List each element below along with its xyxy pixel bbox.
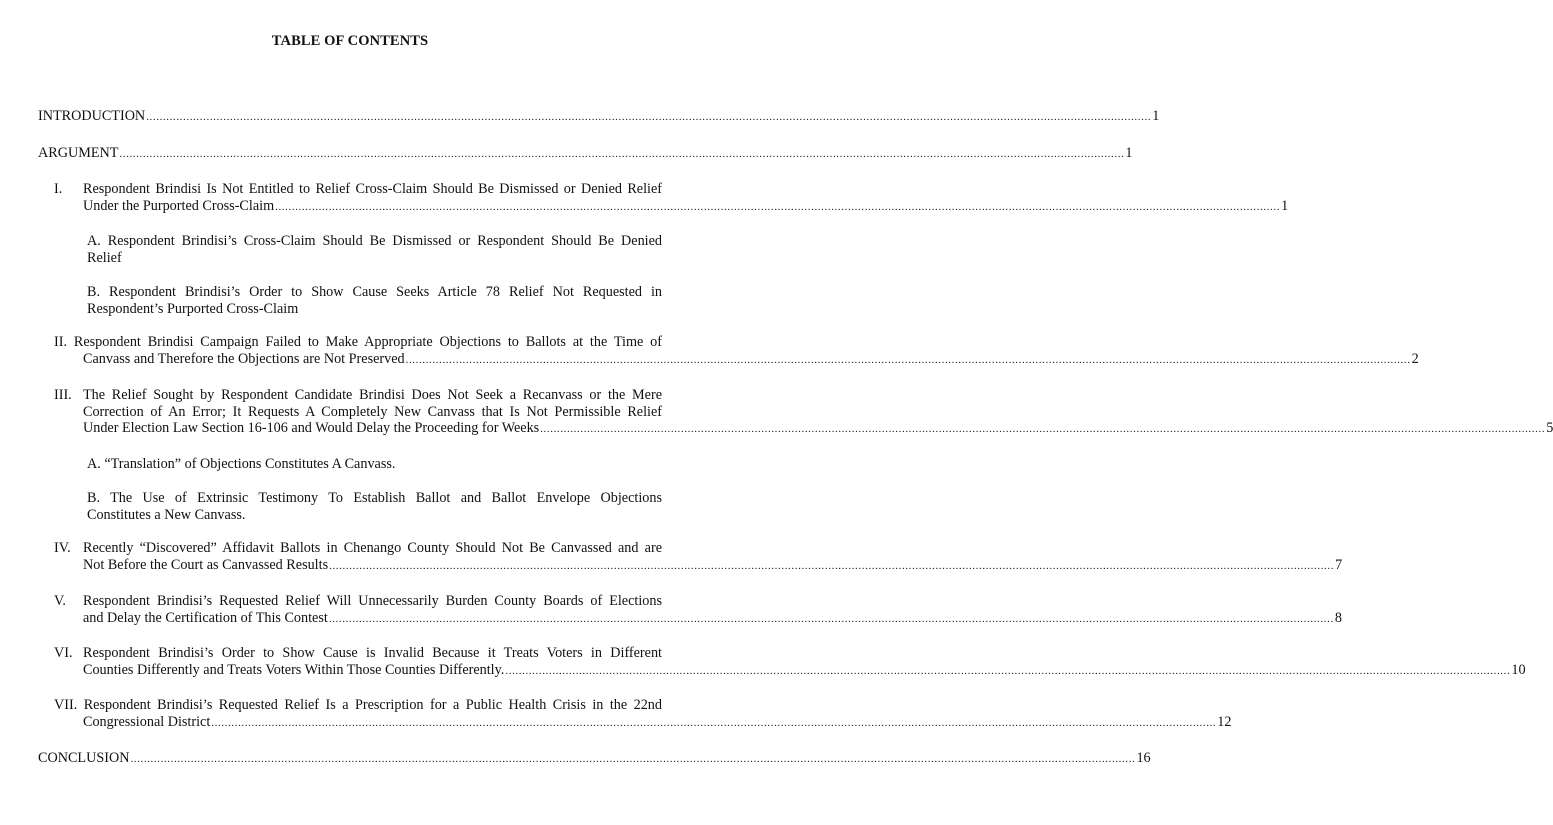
toc-entry-section-iii[interactable] [83, 387, 1553, 437]
entry-text-line: Not Before the Court as Canvassed Results [83, 556, 329, 573]
entry-text-line: The Relief Sought by Respondent Candidate Brindisi Does Not Seek a Recanvass or the Mere [83, 387, 662, 403]
entry-label: INTRODUCTION [38, 108, 146, 124]
dot-leader: ............................................................................................................................................................................................................................................................................................................ [211, 716, 1217, 729]
entry-text-line: Counties Differently and Treats Voters Within Those Counties Differently. [83, 661, 505, 678]
entry-text-line: B. The Use of Extrinsic Testimony To Establish Ballot and Ballot Envelope Objections [87, 490, 662, 506]
toc-entry-section-iii-a[interactable] [87, 456, 662, 473]
toc-entry-section-i-b[interactable] [87, 284, 662, 317]
entry-text-line: Relief [87, 249, 122, 266]
page-number: 12 [1217, 713, 1232, 730]
entry-text-line: B. Respondent Brindisi’s Order to Show Cause Seeks Article 78 Relief Not Requested in [87, 284, 662, 300]
page-number: 8 [1334, 609, 1342, 626]
dot-leader: ............................................................................................................................................................................................................................................................................................................ [328, 612, 1334, 625]
entry-text-line: Respondent Brindisi’s Order to Show Cause is Invalid Because it Treats Voters in Different [83, 645, 662, 661]
entry-text-line: A. “Translation” of Objections Constitutes A Canvass. [87, 456, 396, 472]
page-number: 5 [1546, 420, 1553, 436]
toc-entry-section-v[interactable] [83, 593, 1342, 626]
entry-text-line: Correction of An Error; It Requests A Completely New Canvass that Is Not Permissible Relief [83, 403, 662, 420]
page-number: 1 [1152, 108, 1160, 124]
dot-leader: ............................................................................................................................................................................................................................................................................................................ [146, 111, 1152, 123]
dot-leader: ............................................................................................................................................................................................................................................................................................................ [275, 200, 1281, 213]
page-number: 16 [1136, 750, 1151, 766]
toc-entry-argument[interactable] [38, 145, 1133, 162]
entry-label: ARGUMENT [38, 145, 119, 161]
toc-entry-conclusion[interactable] [38, 750, 1151, 767]
entry-label: CONCLUSION [38, 750, 130, 766]
toc-entry-section-vi[interactable] [83, 645, 1526, 678]
entry-text-line: Congressional District [83, 713, 211, 730]
page-number: 7 [1335, 556, 1343, 573]
page-number: 1 [1281, 197, 1289, 214]
toc-entry-introduction[interactable] [38, 108, 1160, 125]
entry-text-line: Respondent Brindisi Is Not Entitled to Relief Cross-Claim Should Be Dismissed or Denied Relief [83, 181, 662, 197]
dot-leader: ............................................................................................................................................................................................................................................................................................................ [540, 423, 1546, 435]
dot-leader: ............................................................................................................................................................................................................................................................................................................ [119, 148, 1125, 160]
toc-title: TABLE OF CONTENTS [271, 33, 429, 49]
entry-text-line: Canvass and Therefore the Objections are Not Preserved [83, 350, 405, 367]
toc-entry-section-iii-b[interactable] [87, 490, 662, 523]
toc-entry-section-vii[interactable] [54, 697, 1232, 730]
page-number: 10 [1511, 661, 1526, 678]
entry-text-line: Under the Purported Cross-Claim [83, 197, 275, 214]
entry-text-line: Respondent Brindisi’s Requested Relief Will Unnecessarily Burden County Boards of Elections [83, 593, 662, 609]
section-number: III. [54, 387, 72, 403]
entry-text-line: Under Election Law Section 16-106 and Would Delay the Proceeding for Weeks [83, 420, 540, 436]
entry-text-line: Respondent’s Purported Cross-Claim [87, 300, 299, 317]
toc-entry-section-i[interactable] [83, 181, 1289, 214]
entry-text-line: Constitutes a New Canvass. [87, 506, 246, 523]
dot-leader: ............................................................................................................................................................................................................................................................................................................ [130, 753, 1136, 765]
entry-text-line: A. Respondent Brindisi’s Cross-Claim Should Be Dismissed or Respondent Should Be Denied [87, 233, 662, 249]
section-number: IV. [54, 540, 71, 556]
entry-text-line: and Delay the Certification of This Contest [83, 609, 328, 626]
entry-text-line: II. Respondent Brindisi Campaign Failed to Make Appropriate Objections to Ballots at the Time of [54, 334, 662, 350]
page-number: 1 [1125, 145, 1133, 161]
toc-entry-section-ii[interactable] [54, 334, 1419, 367]
toc-entry-section-i-a[interactable] [87, 233, 662, 266]
dot-leader: ............................................................................................................................................................................................................................................................................................................ [405, 353, 1411, 366]
entry-text-line: VII. Respondent Brindisi’s Requested Relief Is a Prescription for a Public Health Crisis in the 22nd [54, 697, 662, 713]
dot-leader: ............................................................................................................................................................................................................................................................................................................ [505, 664, 1511, 677]
entry-text-line: Recently “Discovered” Affidavit Ballots in Chenango County Should Not Be Canvassed and are [83, 540, 662, 556]
section-number: V. [54, 593, 66, 609]
page-number: 2 [1411, 350, 1419, 367]
dot-leader: ............................................................................................................................................................................................................................................................................................................ [329, 559, 1335, 572]
toc-entry-section-iv[interactable] [83, 540, 1343, 573]
section-number: I. [54, 181, 63, 197]
section-number: VI. [54, 645, 73, 661]
